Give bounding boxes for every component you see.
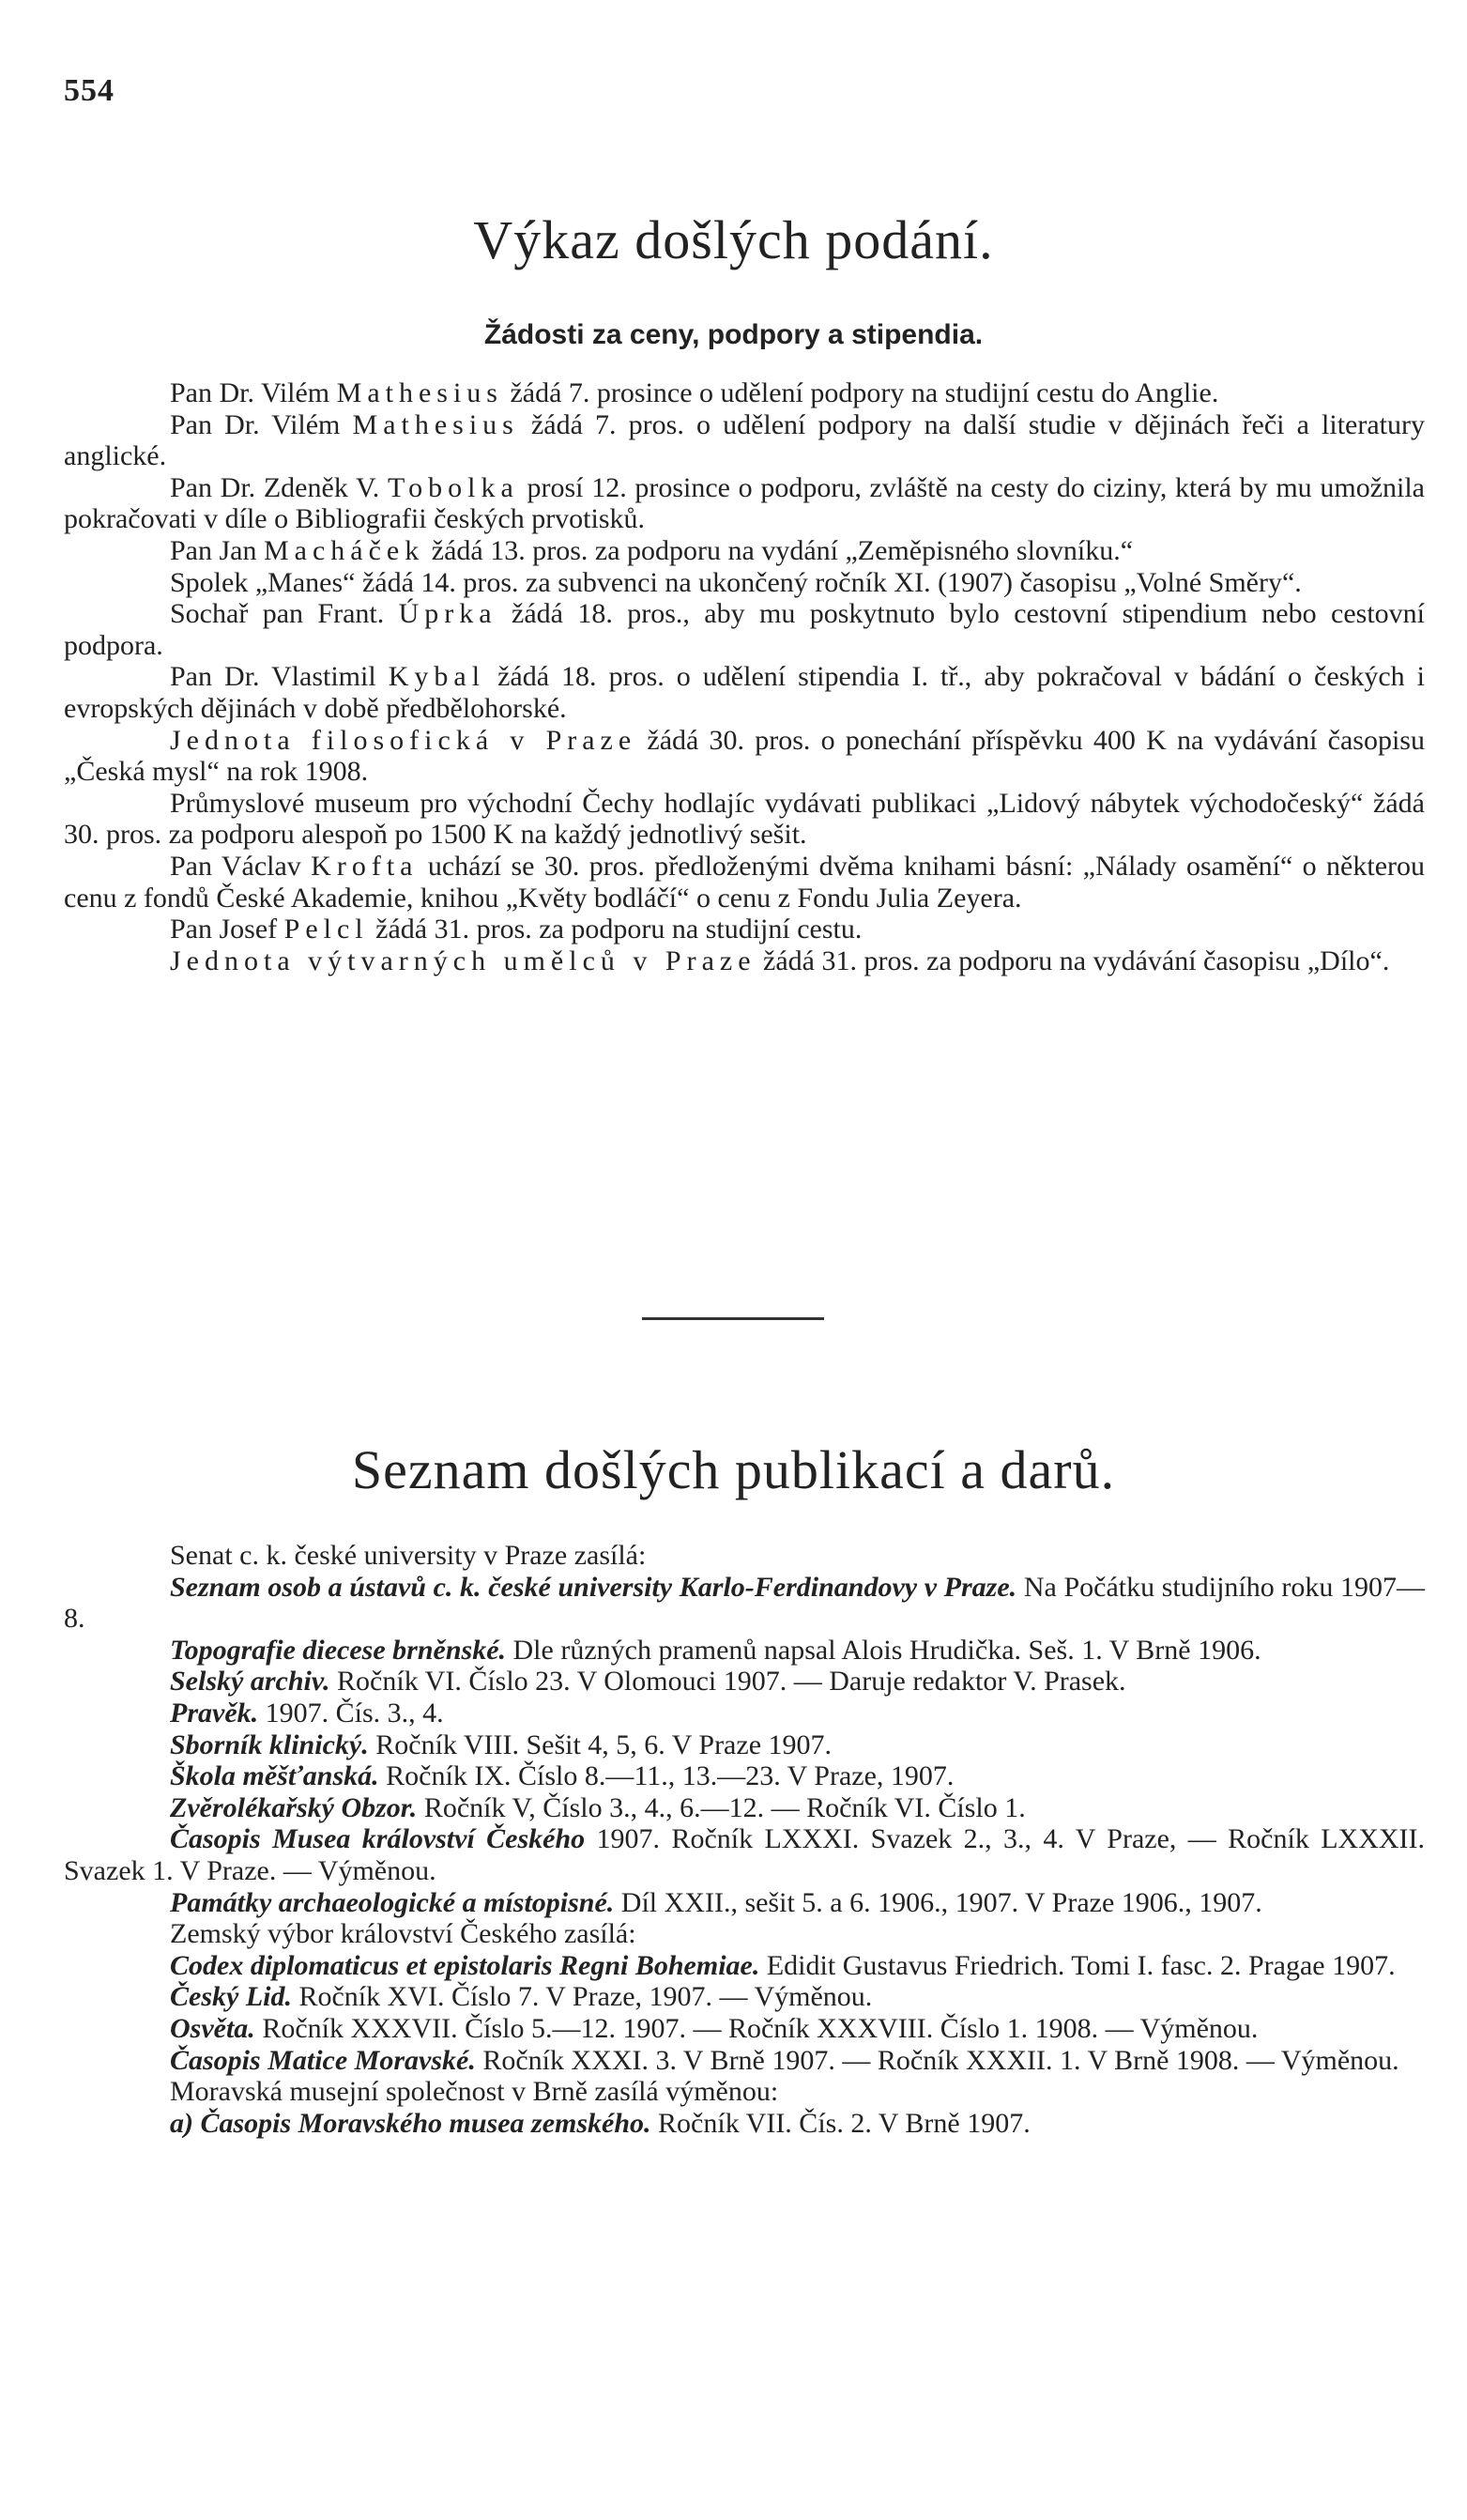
list-item: Sborník klinický. Ročník VIII. Sešit 4, 5, 6. V Praze 1907. bbox=[170, 1729, 833, 1760]
list-item: Moravská musejní společnost v Brně zasílá výměnou: bbox=[170, 2076, 779, 2108]
list-item: Spolek „Manes“ žádá 14. pros. za subvenci na ukončený ročník XI. (1907) časopisu „Volné Směry“. bbox=[170, 566, 1302, 598]
list-item: Codex diplomaticus et epistolaris Regni Bohemiae. Edidit Gustavus Friedrich. Tomi I. fasc. 2. Pragae 1907. bbox=[170, 1949, 1396, 1981]
list-item: Zemský výbor království Českého zasílá: bbox=[170, 1918, 636, 1950]
list-item: Sochař pan Frant. Úprka žádá 18. pros., aby mu poskytnuto bylo cestovní stipendium nebo cestovní podpora. bbox=[64, 598, 1425, 661]
list-item: Topografie diecese brněnské. Dle různých pramenů napsal Alois Hrudička. Seš. 1. V Brně 1906. bbox=[170, 1634, 1261, 1666]
list-item: Průmyslové museum pro východní Čechy hodlajíc vydávati publikaci „Lidový nábytek východočeský“ žádá 30. pros. za podporu alespoň po 1500 K na každý jednotlivý sešit. bbox=[64, 787, 1425, 851]
list-item: Zvěrolékařský Obzor. Ročník V, Číslo 3., 4., 6.—12. — Ročník VI. Číslo 1. bbox=[170, 1791, 1026, 1823]
list-item: Selský archiv. Ročník VI. Číslo 23. V Olomouci 1907. — Daruje redaktor V. Prasek. bbox=[170, 1666, 1126, 1698]
list-item: Osvěta. Ročník XXXVII. Číslo 5.—12. 1907. — Ročník XXXVIII. Číslo 1. 1908. — Výměnou. bbox=[170, 2012, 1259, 2044]
section-divider bbox=[642, 1317, 824, 1320]
list-item: Jednota filosofická v Praze žádá 30. pros. o ponechání příspěvku 400 K na vydávání časopisu „Česká mysl“ na rok 1908. bbox=[64, 724, 1425, 788]
list-item: Památky archaeologické a místopisné. Díl XXII., sešit 5. a 6. 1906., 1907. V Praze 1906., 1907. bbox=[170, 1886, 1262, 1918]
list-item: Pan Josef Pelcl žádá 31. pros. za podporu na studijní cestu. bbox=[170, 914, 863, 945]
submissions-list bbox=[64, 377, 1425, 976]
list-item: Pan Václav Krofta uchází se 30. pros. předloženými dvěma knihami básní: „Nálady osamění“ o některou cenu z fondů České Akademie, knihou „Květy bodláčí“ o cenu z Fondu Julia Zeyera. bbox=[64, 850, 1425, 914]
list-item: Pan Dr. Vilém Mathesius žádá 7. prosince o udělení podpory na studijní cestu do Anglie. bbox=[170, 377, 1219, 408]
list-item: Škola měšťanská. Ročník IX. Číslo 8.—11., 13.—23. V Praze, 1907. bbox=[170, 1760, 955, 1792]
list-item: Pan Dr. Zdeněk V. Tobolka prosí 12. prosince o podporu, zvláště na cesty do ciziny, která by mu umožnila pokračovati v díle o Bibliografii českých prvotisků. bbox=[64, 471, 1425, 535]
subheading-requests: Žádosti za ceny, podpory a stipendia. bbox=[483, 319, 984, 350]
page-number: 554 bbox=[64, 73, 115, 108]
section-title-submissions: Výkaz došlých podání. bbox=[473, 209, 994, 270]
list-item: Pan Dr. Vilém Mathesius žádá 7. pros. o udělení podpory na další studie v dějinách řeči a literatury anglické. bbox=[64, 408, 1425, 472]
list-item: Časopis Matice Moravské. Ročník XXXI. 3. V Brně 1907. — Ročník XXXII. 1. V Brně 1908. — Výměnou. bbox=[170, 2044, 1399, 2076]
publications-list bbox=[64, 1540, 1425, 2139]
list-item: Pan Jan Macháček žádá 13. pros. za podporu na vydání „Zeměpisného slovníku.“ bbox=[170, 534, 1134, 566]
list-item: Časopis Musea království Českého 1907. Ročník LXXXI. Svazek 2., 3., 4. V Praze, — Ročník LXXXII. Svazek 1. V Praze. — Výměnou. bbox=[64, 1823, 1425, 1886]
section-title-publications: Seznam došlých publikací a darů. bbox=[351, 1439, 1116, 1500]
list-item: a) Časopis Moravského musea zemského. Ročník VII. Čís. 2. V Brně 1907. bbox=[170, 2107, 1031, 2139]
list-item: Senat c. k. české university v Praze zasílá: bbox=[170, 1540, 647, 1571]
list-item: Pan Dr. Vlastimil Kybal žádá 18. pros. o udělení stipendia I. tř., aby pokračoval v bádání o českých i evropských dějinách v době předbělohorské. bbox=[64, 661, 1426, 724]
list-item: Jednota výtvarných umělců v Praze žádá 31. pros. za podporu na vydávání časopisu „Dílo“. bbox=[170, 945, 1390, 976]
list-item: Seznam osob a ústavů c. k. české university Karlo-Ferdinandovy v Praze. Na Počátku studijního roku 1907—8. bbox=[64, 1571, 1426, 1635]
list-item: Pravěk. 1907. Čís. 3., 4. bbox=[170, 1697, 444, 1729]
list-item: Český Lid. Ročník XVI. Číslo 7. V Praze, 1907. — Výměnou. bbox=[170, 1981, 873, 2013]
